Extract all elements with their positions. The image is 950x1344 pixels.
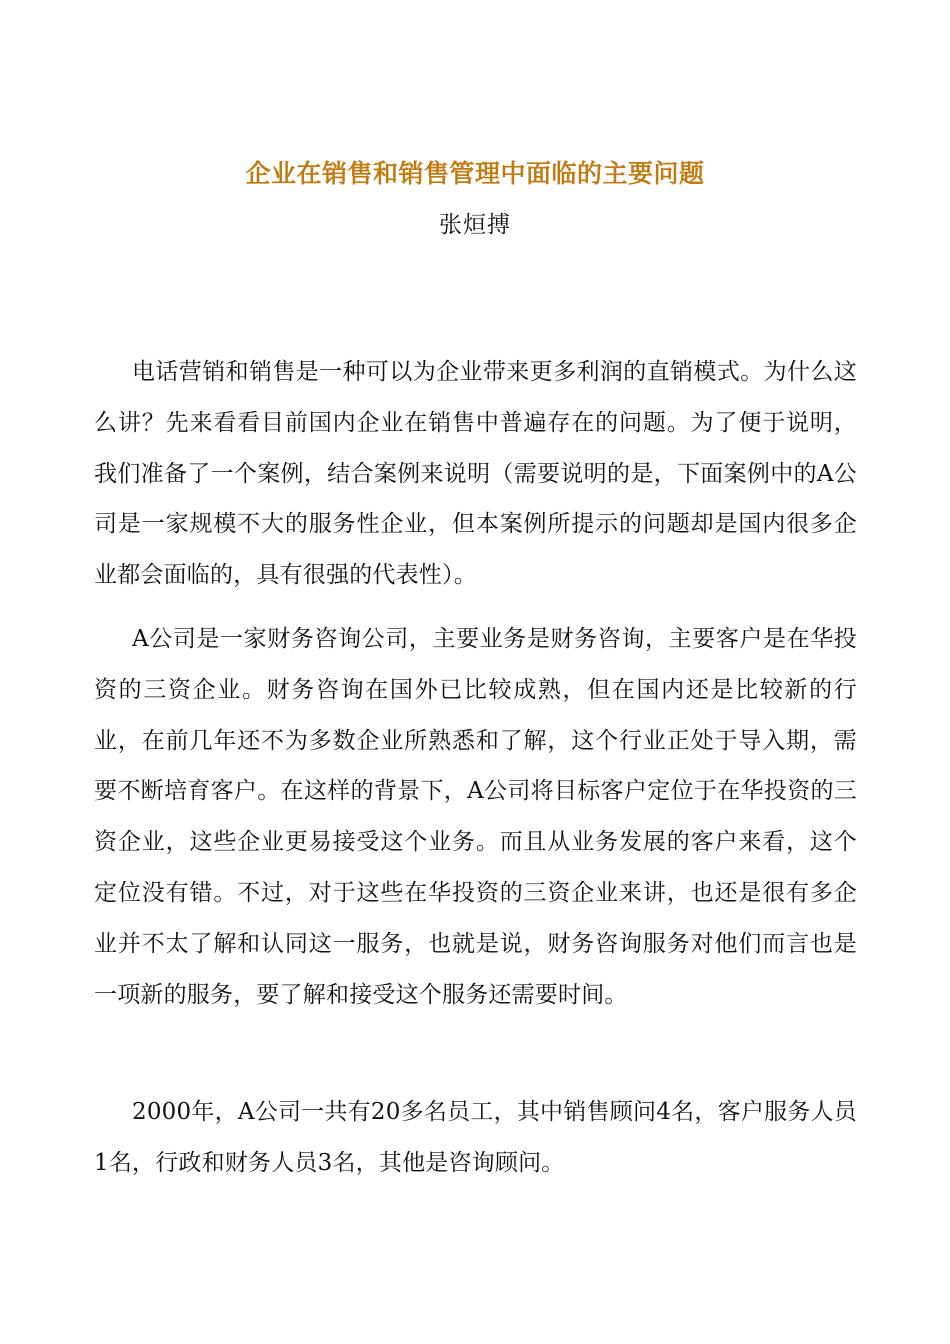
paragraph-1: 电话营销和销售是一种可以为企业带来更多利润的直销模式。为什么这么讲？先来看看目前国内企业在销售中普遍存在的问题。为了便于说明，我们准备了一个案例，结合案例来说明（需要说明的是，下面案例中的A公司是一家规模不大的服务性企业，但本案例所提示的问题却是国内很多企业都会面临的，具有很强的代表性）。 bbox=[94, 359, 857, 589]
paragraph-3: 2000年，A公司一共有20多名员工，其中销售顾问4名，客户服务人员1名，行政和财务人员3名，其他是咨询顾问。 bbox=[94, 1099, 857, 1176]
paragraph-2: A公司是一家财务咨询公司，主要业务是财务咨询，主要客户是在华投资的三资企业。财务咨询在国外已比较成熟，但在国内还是比较新的行业，在前几年还不为多数企业所熟悉和了解，这个行业正处于导入期，需要不断培育客户。在这样的背景下，A公司将目标客户定位于在华投资的三资企业，这些企业更易接受这个业务。而且从业务发展的客户来看，这个定位没有错。不过，对于这些在华投资的三资企业来讲，也还是很有多企业并不太了解和认同这一服务，也就是说，财务咨询服务对他们而言也是一项新的服务，要了解和接受这个服务还需要时间。 bbox=[94, 626, 857, 1008]
document-title: 企业在销售和销售管理中面临的主要问题 bbox=[245, 159, 705, 188]
document-author: 张烜搏 bbox=[439, 212, 511, 238]
